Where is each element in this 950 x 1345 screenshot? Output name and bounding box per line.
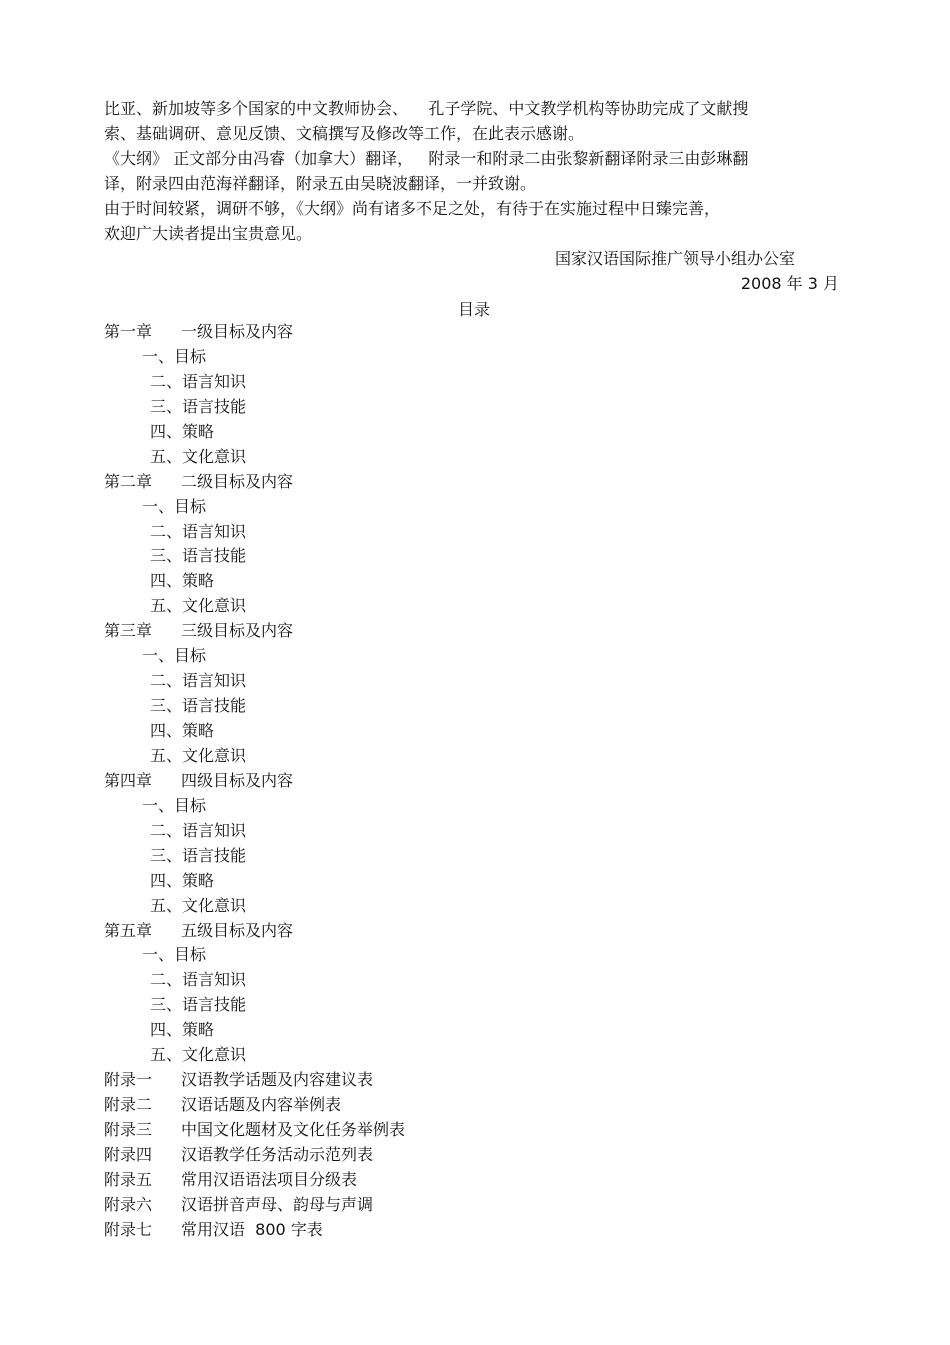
toc-section-row — [0, 719, 950, 744]
toc-chapter-number: 第二章 — [104, 471, 153, 491]
toc-section-row — [0, 669, 950, 694]
toc-section-title: 二、语言知识 — [150, 371, 247, 391]
toc-appendix-number: 附录二 — [104, 1095, 153, 1115]
toc-section-row — [0, 345, 950, 370]
toc-section-title: 三、语言技能 — [150, 845, 247, 865]
toc-section-row — [0, 420, 950, 445]
toc-section-title: 四、策略 — [150, 571, 215, 591]
toc-section-title: 二、语言知识 — [150, 671, 247, 691]
toc-section-title: 一、目标 — [142, 795, 207, 815]
intro-line: 《大纲》 正文部分由冯睿（加拿大）翻译， 附录一和附录二由张黎新翻译附录三由彭琳翻 — [104, 149, 749, 168]
toc-appendix-number: 附录六 — [104, 1194, 153, 1214]
toc-section-title: 一、目标 — [142, 646, 207, 666]
toc-chapter-row — [0, 769, 950, 794]
toc-section-row — [0, 495, 950, 520]
signature-organization: 国家汉语国际推广领导小组办公室 — [555, 249, 796, 268]
toc-chapter-title: 三级目标及内容 — [181, 621, 294, 641]
toc-chapter-row — [0, 320, 950, 345]
toc-appendix-title: 常用汉语语法项目分级表 — [181, 1169, 358, 1189]
toc-section-row — [0, 594, 950, 619]
toc-section-row — [0, 894, 950, 919]
toc-appendix-row — [0, 1118, 950, 1143]
toc-section-row — [0, 844, 950, 869]
toc-section-row — [0, 694, 950, 719]
toc-section-row — [0, 943, 950, 968]
toc-section-row — [0, 869, 950, 894]
toc-section-title: 一、目标 — [142, 945, 207, 965]
toc-section-title: 三、语言技能 — [150, 696, 247, 716]
toc-section-title: 二、语言知识 — [150, 521, 247, 541]
toc-section-title: 一、目标 — [142, 496, 207, 516]
toc-appendix-title: 汉语拼音声母、韵母与声调 — [181, 1194, 374, 1214]
toc-section-row — [0, 520, 950, 545]
toc-section-title: 二、语言知识 — [150, 970, 247, 990]
toc-appendix-title: 汉语话题及内容举例表 — [181, 1095, 342, 1115]
toc-appendix-number: 附录一 — [104, 1070, 153, 1090]
toc-chapter-row — [0, 919, 950, 944]
intro-line: 比亚、新加坡等多个国家的中文教师协会、 孔子学院、中文教学机构等协助完成了文献搜 — [104, 99, 749, 118]
toc-appendix-title: 中国文化题材及文化任务举例表 — [181, 1120, 406, 1139]
toc-section-title: 五、文化意识 — [150, 745, 247, 765]
toc-appendix-number: 附录三 — [104, 1120, 153, 1139]
intro-line: 译，附录四由范海祥翻译，附录五由吴晓波翻译，一并致谢。 — [104, 174, 537, 193]
toc-section-row — [0, 819, 950, 844]
toc-chapter-row — [0, 470, 950, 495]
toc-section-title: 三、语言技能 — [150, 995, 247, 1015]
toc-section-row — [0, 744, 950, 769]
toc-section-row — [0, 1043, 950, 1068]
toc-section-row — [0, 968, 950, 993]
toc-appendix-row — [0, 1218, 950, 1243]
toc-section-row — [0, 544, 950, 569]
toc-appendix-row — [0, 1068, 950, 1093]
toc-appendix-title: 汉语教学话题及内容建议表 — [181, 1070, 374, 1090]
intro-line: 由于时间较紧，调研不够，《大纲》尚有诸多不足之处，有待于在实施过程中日臻完善， — [104, 199, 721, 218]
toc-appendix-number: 附录五 — [104, 1169, 153, 1189]
toc-title: 目录 — [457, 300, 490, 319]
toc-appendix-row — [0, 1143, 950, 1168]
toc-section-row — [0, 370, 950, 395]
toc-chapter-title: 五级目标及内容 — [181, 920, 294, 940]
toc-appendix-row — [0, 1093, 950, 1118]
toc-chapter-number: 第一章 — [104, 322, 153, 341]
toc-appendix-title: 汉语教学任务活动示范列表 — [181, 1144, 374, 1164]
toc-section-title: 四、策略 — [150, 1020, 215, 1040]
toc-chapter-number: 第四章 — [104, 770, 153, 790]
toc-section-title: 四、策略 — [150, 870, 215, 890]
toc-section-title: 五、文化意识 — [150, 1045, 247, 1065]
toc-section-row — [0, 644, 950, 669]
toc-chapter-number: 第五章 — [104, 920, 153, 940]
toc-section-title: 三、语言技能 — [150, 546, 247, 566]
toc-section-row — [0, 569, 950, 594]
toc-section-title: 一、目标 — [142, 346, 207, 366]
toc-appendix-title: 常用汉语 800 字表 — [181, 1219, 323, 1239]
signature-date: 2008 年 3 月 — [740, 274, 839, 293]
intro-paragraph — [104, 96, 864, 246]
toc-appendix-row — [0, 1193, 950, 1218]
toc-chapter-title: 四级目标及内容 — [181, 770, 294, 790]
toc-chapter-number: 第三章 — [104, 621, 153, 641]
toc-section-row — [0, 445, 950, 470]
toc-section-row — [0, 395, 950, 420]
intro-line: 欢迎广大读者提出宝贵意见。 — [104, 224, 313, 243]
toc-section-row — [0, 794, 950, 819]
toc-chapter-title: 二级目标及内容 — [181, 471, 294, 491]
toc-appendix-number: 附录七 — [104, 1219, 153, 1239]
toc-section-title: 五、文化意识 — [150, 895, 247, 915]
toc-section-title: 五、文化意识 — [150, 446, 247, 466]
toc-section-title: 四、策略 — [150, 721, 215, 740]
toc-appendix-number: 附录四 — [104, 1144, 153, 1164]
table-of-contents — [0, 320, 950, 1243]
toc-chapter-row — [0, 619, 950, 644]
toc-section-title: 三、语言技能 — [150, 396, 247, 416]
toc-appendix-row — [0, 1168, 950, 1193]
toc-section-row — [0, 993, 950, 1018]
toc-chapter-title: 一级目标及内容 — [181, 322, 294, 341]
toc-section-title: 二、语言知识 — [150, 820, 247, 840]
toc-section-row — [0, 1018, 950, 1043]
toc-section-title: 四、策略 — [150, 421, 215, 441]
toc-section-title: 五、文化意识 — [150, 596, 247, 616]
intro-line: 索、基础调研、意见反馈、文稿撰写及修改等工作，在此表示感谢。 — [104, 124, 585, 143]
